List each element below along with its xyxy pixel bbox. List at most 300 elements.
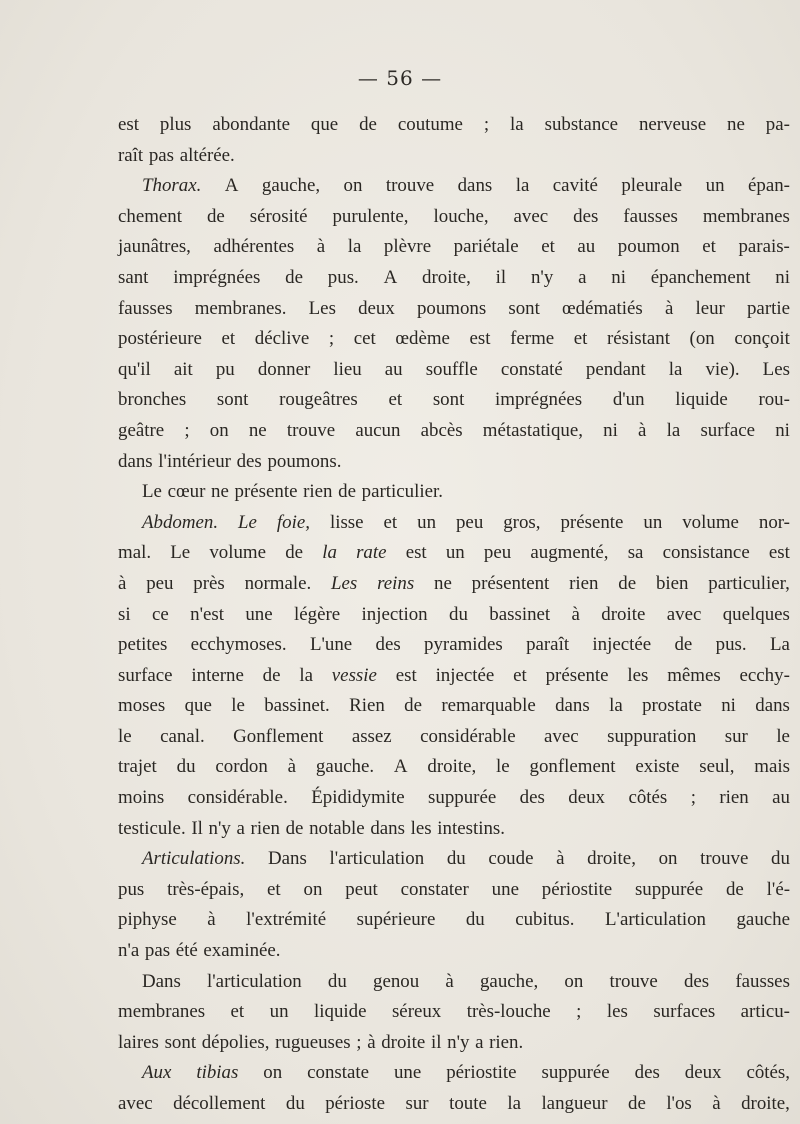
word: trouve	[700, 848, 749, 870]
word: sont	[164, 1031, 197, 1053]
word: volume	[209, 542, 267, 564]
word: il	[495, 266, 507, 288]
word: injectée	[435, 664, 495, 686]
word: ;	[690, 787, 696, 809]
word: n'y	[447, 1031, 470, 1053]
word: a	[578, 266, 587, 288]
word: lieu	[333, 358, 362, 380]
word: la	[347, 236, 362, 258]
word: décollement	[173, 1093, 266, 1114]
word: ;	[328, 328, 335, 350]
word: et	[230, 1001, 245, 1023]
word: fausses	[735, 970, 790, 992]
word: particulier,	[708, 572, 790, 594]
word: adhérentes	[213, 236, 295, 258]
word: imprégnées	[173, 266, 261, 288]
word: ne	[434, 572, 452, 594]
word: à	[664, 297, 674, 319]
word: examinée.	[203, 940, 281, 962]
word: surface	[118, 664, 173, 686]
word: liquide	[314, 1001, 367, 1023]
word: bassinet	[489, 603, 551, 625]
word: périostite	[446, 1062, 517, 1084]
word: Le	[142, 481, 162, 503]
word: dépolies,	[201, 1031, 270, 1053]
text-line	[118, 171, 790, 202]
word: à	[287, 756, 297, 778]
word: deux	[684, 1062, 722, 1084]
word: Le	[238, 511, 257, 533]
word: droite,	[741, 1093, 790, 1114]
word: Il	[191, 817, 203, 839]
word: et	[541, 236, 555, 258]
text-line	[118, 110, 790, 141]
word: pus	[118, 878, 145, 900]
text-line	[118, 844, 790, 875]
word: à	[712, 1093, 721, 1114]
word: abondante	[212, 114, 290, 135]
word: épan-	[748, 175, 790, 197]
word: la	[609, 695, 623, 717]
word: raît	[118, 144, 144, 166]
word: à	[316, 236, 326, 258]
word: un	[417, 511, 437, 533]
word: on	[343, 175, 363, 197]
word: gauche,	[479, 970, 539, 992]
word: qu'il	[118, 358, 151, 380]
text-line	[118, 691, 790, 722]
word: substance	[544, 114, 619, 135]
word: avec	[513, 205, 549, 227]
word: la	[299, 664, 313, 686]
word: moins	[118, 787, 165, 809]
word: suppuration	[607, 725, 697, 747]
word: de	[285, 542, 304, 564]
word: constaté	[500, 358, 563, 380]
word: déclive	[254, 328, 310, 350]
word: ni	[721, 695, 736, 717]
text-line	[118, 905, 790, 936]
word: du	[176, 756, 196, 778]
word: gauche	[736, 909, 790, 931]
word: est	[469, 328, 491, 350]
word: injection	[361, 603, 428, 625]
word: de	[359, 114, 377, 135]
word: l'articulation	[329, 848, 425, 870]
word: rugueuses	[275, 1031, 351, 1053]
word: on	[263, 1062, 283, 1084]
word: membranes	[118, 1001, 206, 1023]
word: partie	[746, 297, 790, 319]
word: deux	[568, 787, 606, 809]
word: la	[507, 1093, 521, 1114]
word: supérieure	[356, 909, 436, 931]
word: testicule.	[118, 817, 186, 839]
word: abcès	[420, 419, 463, 441]
word: constater	[400, 878, 469, 900]
word: assez	[351, 725, 392, 747]
text-line	[118, 416, 790, 447]
word: du	[465, 909, 485, 931]
word: La	[769, 634, 790, 656]
word: le	[118, 725, 132, 747]
word: de	[674, 634, 693, 656]
text-line	[118, 936, 790, 967]
word: des	[519, 787, 545, 809]
text-line	[118, 294, 790, 325]
word: trouve	[385, 175, 435, 197]
text-line	[118, 661, 790, 692]
word: intestins.	[437, 817, 505, 839]
word: n'a	[118, 940, 140, 962]
text-line	[118, 263, 790, 294]
word: interne	[191, 664, 244, 686]
word: considérable.	[187, 787, 288, 809]
word: ;	[483, 114, 490, 135]
word: et	[388, 389, 403, 411]
word: a	[475, 1031, 484, 1053]
word: une	[491, 878, 519, 900]
word: dans	[118, 450, 153, 472]
word: sa	[627, 542, 644, 564]
word: Thorax.	[142, 175, 202, 197]
word: suppurée	[634, 878, 704, 900]
word: ni	[775, 419, 790, 441]
word: augmenté,	[530, 542, 609, 564]
word: gauche.	[315, 756, 375, 778]
word: Dans	[268, 848, 307, 870]
word: la	[668, 358, 683, 380]
word: avec	[118, 1093, 153, 1114]
word: des	[634, 1062, 660, 1084]
word: l'articulation	[207, 970, 302, 992]
text-line	[118, 630, 790, 661]
word: ni	[603, 419, 618, 441]
text-line	[118, 814, 790, 845]
word: Abdomen.	[142, 511, 219, 533]
word: droite,	[422, 266, 471, 288]
word: membranes	[702, 205, 790, 227]
word: gonflement	[529, 756, 616, 778]
word: pariétale	[453, 236, 519, 258]
word: ;	[184, 419, 190, 441]
word: de	[285, 266, 303, 288]
word: cordon	[215, 756, 268, 778]
text-line	[118, 477, 790, 508]
word: la	[666, 419, 681, 441]
word: trouve	[609, 970, 658, 992]
word: louche,	[433, 205, 489, 227]
word: quelques	[722, 603, 790, 625]
word: suppurée	[541, 1062, 610, 1084]
word: ait	[173, 358, 193, 380]
word: l'intérieur	[158, 450, 231, 472]
word: A	[383, 266, 398, 288]
word: sur	[405, 1093, 429, 1114]
text-line	[118, 600, 790, 631]
word: de	[404, 695, 422, 717]
word: est	[768, 542, 790, 564]
word: considérable	[420, 725, 516, 747]
word: remarquable	[441, 695, 536, 717]
body-text	[118, 110, 790, 1120]
word: si	[118, 603, 131, 625]
word: du	[771, 848, 790, 870]
word: métastatique,	[482, 419, 583, 441]
word: volume	[682, 511, 739, 533]
word: à	[367, 1031, 376, 1053]
text-line	[118, 141, 790, 172]
word: poumons	[416, 297, 487, 319]
word: ecchymoses.	[190, 634, 287, 656]
word: présentent	[471, 572, 550, 594]
word: ferme	[510, 328, 555, 350]
word: rou-	[758, 389, 790, 411]
word: vessie	[331, 664, 377, 686]
word: de	[338, 481, 356, 503]
word: deux	[358, 297, 395, 319]
word: présente	[560, 511, 624, 533]
word: mêmes	[667, 664, 721, 686]
word: sont	[216, 389, 249, 411]
word: du	[449, 603, 468, 625]
word: côtés	[628, 787, 668, 809]
word: parais-	[738, 236, 790, 258]
text-line	[118, 202, 790, 233]
word: peu	[455, 511, 484, 533]
word: surfaces	[653, 1001, 716, 1023]
word: ce	[151, 603, 169, 625]
text-line	[118, 722, 790, 753]
word: très-épais,	[167, 878, 245, 900]
word: injectée	[592, 634, 652, 656]
word: très-louche	[466, 1001, 551, 1023]
word: œdème	[395, 328, 450, 350]
word: des	[683, 970, 710, 992]
word: lisse	[329, 511, 364, 533]
word: a	[236, 817, 245, 839]
word: poumon	[617, 236, 680, 258]
word: à	[556, 848, 565, 870]
word: petites	[118, 634, 168, 656]
word: mal.	[118, 542, 152, 564]
word: aucun	[355, 419, 401, 441]
word: côtés,	[746, 1062, 790, 1084]
word: présente	[234, 481, 298, 503]
word: gauche,	[261, 175, 321, 197]
word: pas	[144, 940, 171, 962]
word: les	[606, 1001, 628, 1023]
text-line	[118, 1089, 790, 1120]
word: pus.	[715, 634, 747, 656]
word: rougeâtres	[279, 389, 358, 411]
word: foie,	[276, 511, 310, 533]
word: l'é-	[766, 878, 790, 900]
word: droite,	[587, 848, 636, 870]
word: plus	[159, 114, 192, 135]
word: imprégnées	[495, 389, 583, 411]
word: que	[310, 114, 339, 135]
word: notable	[309, 817, 365, 839]
word: gros,	[503, 511, 541, 533]
word: présente	[545, 664, 609, 686]
word: piphyse	[118, 909, 177, 931]
word: mais	[754, 756, 790, 778]
word: au	[577, 236, 596, 258]
word: un	[643, 511, 663, 533]
word: bassinet.	[264, 695, 330, 717]
word: est	[395, 664, 417, 686]
word: un	[445, 542, 465, 564]
word: prostate	[642, 695, 702, 717]
word: des	[236, 450, 262, 472]
word: du	[446, 848, 466, 870]
word: de	[206, 205, 225, 227]
word: vie).	[705, 358, 740, 380]
word: rien	[250, 817, 280, 839]
word: dans	[755, 695, 790, 717]
word: cavité	[552, 175, 598, 197]
word: et	[267, 878, 281, 900]
word: ne	[211, 481, 229, 503]
word: sont	[432, 389, 465, 411]
word: les	[627, 664, 649, 686]
word: et	[383, 511, 398, 533]
word: cubitus.	[515, 909, 575, 931]
word: rien	[303, 481, 333, 503]
word: des	[573, 205, 599, 227]
text-line	[118, 385, 790, 416]
word: suppurée	[428, 787, 497, 809]
word: et	[221, 328, 236, 350]
word: œdématiés	[562, 297, 643, 319]
word: sérosité	[249, 205, 308, 227]
word: normale.	[244, 572, 312, 594]
word: donner	[257, 358, 311, 380]
word: pyramides	[424, 634, 503, 656]
word: que	[184, 695, 212, 717]
word: du	[285, 1093, 305, 1114]
text-line	[118, 447, 790, 478]
word: d'un	[612, 389, 645, 411]
word: sont	[508, 297, 540, 319]
word: L'une	[309, 634, 353, 656]
text-line	[118, 508, 790, 539]
word: genou	[373, 970, 420, 992]
word: ne	[727, 114, 745, 135]
word: dans	[457, 175, 493, 197]
word: jaunâtres,	[118, 236, 191, 258]
word: droite	[381, 1031, 426, 1053]
word: existe	[635, 756, 680, 778]
word: la	[322, 542, 337, 564]
word: une	[245, 603, 273, 625]
word: articu-	[740, 1001, 790, 1023]
word: l'os	[666, 1093, 692, 1114]
word: fausses	[118, 297, 173, 319]
word: dans	[370, 817, 405, 839]
text-line	[118, 875, 790, 906]
word: paraît	[526, 634, 570, 656]
word: A	[393, 756, 408, 778]
word: reins	[377, 572, 415, 594]
word: à	[571, 603, 580, 625]
word: l'extrémité	[246, 909, 327, 931]
word: avec	[544, 725, 579, 747]
word: on	[564, 970, 584, 992]
word: bronches	[118, 389, 187, 411]
word: à	[118, 572, 127, 594]
word: est	[405, 542, 427, 564]
word: et	[702, 236, 716, 258]
word: droite	[601, 603, 646, 625]
word: séreux	[391, 1001, 442, 1023]
text-line	[118, 355, 790, 386]
word: été	[175, 940, 198, 962]
word: ne	[248, 419, 267, 441]
word: coutume	[397, 114, 463, 135]
text-line	[118, 569, 790, 600]
word: le	[496, 756, 510, 778]
word: peu	[483, 542, 512, 564]
word: au	[772, 787, 790, 809]
word: il	[430, 1031, 442, 1053]
word: nor-	[758, 511, 790, 533]
word: pus.	[327, 266, 359, 288]
word: n'y	[208, 817, 231, 839]
word: dans	[555, 695, 590, 717]
word: toute	[449, 1093, 487, 1114]
word: rien	[569, 572, 599, 594]
text-line	[118, 324, 790, 355]
word: conçoit	[734, 328, 790, 350]
word: trouve	[286, 419, 336, 441]
word: près	[193, 572, 225, 594]
word: plèvre	[383, 236, 432, 258]
word: geâtre	[118, 419, 165, 441]
word: pleurale	[621, 175, 683, 197]
word: souffle	[425, 358, 478, 380]
word: n'y	[530, 266, 554, 288]
word: ecchy-	[739, 664, 790, 686]
word: consistance	[662, 542, 750, 564]
word: les	[410, 817, 432, 839]
text-line	[118, 1058, 790, 1089]
word: ;	[356, 1031, 362, 1053]
word: sant	[118, 266, 149, 288]
word: canal.	[160, 725, 205, 747]
word: surface	[700, 419, 755, 441]
word: constate	[307, 1062, 370, 1084]
word: résistant	[606, 328, 670, 350]
word: ;	[576, 1001, 582, 1023]
word: sur	[724, 725, 748, 747]
word: chement	[118, 205, 182, 227]
word: périostite	[541, 878, 613, 900]
text-line	[118, 752, 790, 783]
word: on	[658, 848, 678, 870]
word: à	[638, 419, 647, 441]
word: coude	[488, 848, 534, 870]
word: altérée.	[179, 144, 235, 166]
word: purulente,	[332, 205, 409, 227]
word: la	[515, 175, 530, 197]
word: pendant	[585, 358, 646, 380]
word: des	[375, 634, 401, 656]
word: est	[118, 114, 139, 135]
word: pas	[148, 144, 175, 166]
word: et	[513, 664, 527, 686]
